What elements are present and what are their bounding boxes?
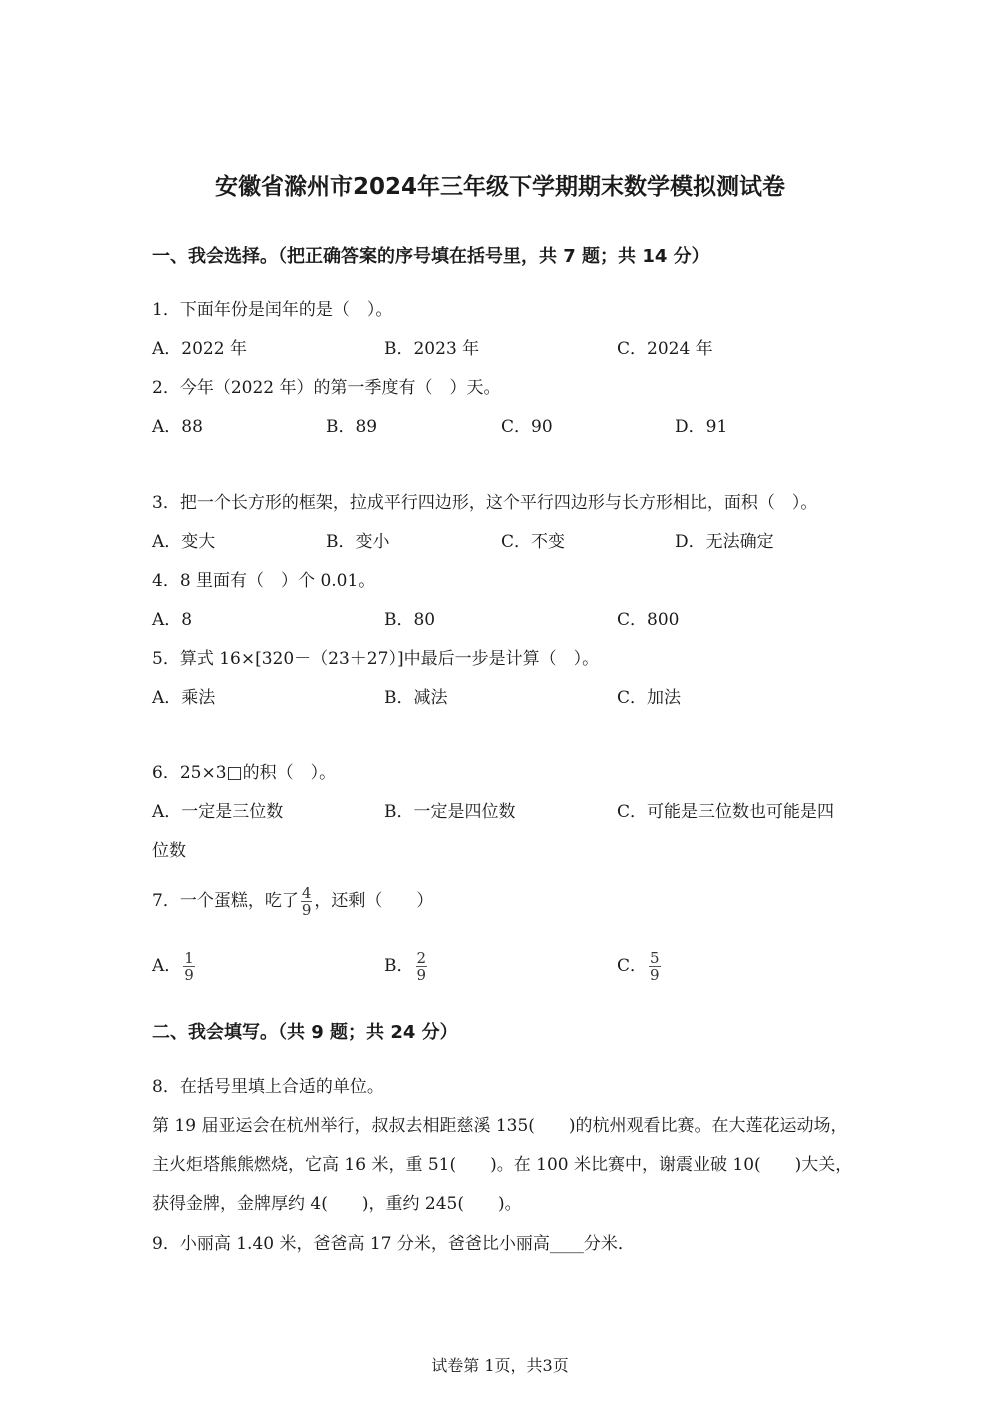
question-2-option-c: C．90	[501, 417, 553, 437]
question-5-option-c: C．加法	[617, 688, 682, 708]
option-label: A．	[152, 956, 182, 976]
question-8-line-1: 第 19 届亚运会在杭州举行，叔叔去相距慈溪 135( )的杭州观看比赛。在大莲花运动场，	[152, 1116, 848, 1136]
question-6-stem: 6．25×3□的积（ ）。	[152, 763, 337, 783]
question-7-option-a	[152, 944, 197, 988]
question-3-option-c: C．不变	[501, 532, 566, 552]
question-6-option-b: B．一定是四位数	[384, 802, 516, 822]
question-6-option-c: C．可能是三位数也可能是四	[617, 802, 835, 822]
question-3-option-d: D．无法确定	[675, 532, 774, 552]
section-heading-fill-in: 二、我会填写。（共 9 题；共 24 分）	[152, 1022, 458, 1043]
question-8-line-3: 获得金牌，金牌厚约 4( )，重约 245( )。	[152, 1194, 522, 1214]
question-6-option-a: A．一定是三位数	[152, 802, 284, 822]
question-8-line-2: 主火炬塔熊熊燃烧，它高 16 米，重 51( )。在 100 米比赛中，谢震业破 10( )大关，	[152, 1155, 853, 1175]
question-4-stem: 4．8 里面有（ ）个 0.01。	[152, 571, 376, 591]
question-4-option-a: A．8	[152, 610, 193, 630]
question-3-option-a: A．变大	[152, 532, 216, 552]
question-9-stem: 9．小丽高 1.40 米，爸爸高 17 分米，爸爸比小丽高____分米．	[152, 1234, 635, 1254]
question-2-stem: 2．今年（2022 年）的第一季度有（ ）天。	[152, 378, 501, 398]
question-5-stem: 5．算式 16×[320－（23＋27）]中最后一步是计算（ ）。	[152, 649, 600, 669]
question-1-option-a: A．2022 年	[152, 339, 247, 359]
fraction-denominator: 9	[184, 966, 194, 984]
question-3-option-b: B．变小	[326, 532, 390, 552]
question-6-option-c-continued: 位数	[152, 841, 186, 861]
fraction-1-9	[183, 950, 195, 983]
page-title: 安徽省滁州市2024年三年级下学期期末数学模拟测试卷	[214, 174, 785, 200]
option-label: C．	[617, 956, 648, 976]
fraction-4-9	[301, 885, 313, 918]
fraction-numerator: 1	[184, 949, 194, 967]
question-3-stem: 3．把一个长方形的框架，拉成平行四边形，这个平行四边形与长方形相比，面积（ ）。	[152, 493, 818, 513]
question-5-option-a: A．乘法	[152, 688, 216, 708]
question-2-option-b: B．89	[326, 417, 378, 437]
fraction-denominator: 9	[650, 966, 660, 984]
question-7-option-c	[617, 944, 663, 988]
question-1-option-b: B．2023 年	[384, 339, 480, 359]
question-4-option-b: B．80	[384, 610, 436, 630]
fraction-numerator: 5	[650, 949, 660, 967]
page-footer: 试卷第 1页，共3页	[431, 1356, 569, 1375]
question-2-option-d: D．91	[675, 417, 728, 437]
fraction-2-9	[416, 950, 428, 983]
question-7-stem	[152, 879, 433, 923]
question-2-option-a: A．88	[152, 417, 203, 437]
question-1-option-c: C．2024 年	[617, 339, 713, 359]
question-1-stem: 1．下面年份是闰年的是（ ）。	[152, 300, 393, 320]
fraction-numerator: 2	[416, 949, 427, 967]
question-8-stem: 8．在括号里填上合适的单位。	[152, 1077, 384, 1097]
fraction-denominator: 9	[301, 901, 312, 919]
fraction-numerator: 4	[301, 884, 312, 902]
option-label: B．	[384, 956, 414, 976]
fraction-5-9	[649, 950, 661, 983]
question-7-stem-tail: ，还剩（ ）	[314, 891, 434, 911]
question-5-option-b: B．减法	[384, 688, 448, 708]
section-heading-choice: 一、我会选择。（把正确答案的序号填在括号里，共 7 题；共 14 分）	[152, 246, 710, 267]
question-4-option-c: C．800	[617, 610, 680, 630]
fraction-denominator: 9	[416, 966, 427, 984]
question-7-option-b	[384, 944, 429, 988]
question-7-stem-text: 7．一个蛋糕，吃了	[152, 891, 299, 911]
